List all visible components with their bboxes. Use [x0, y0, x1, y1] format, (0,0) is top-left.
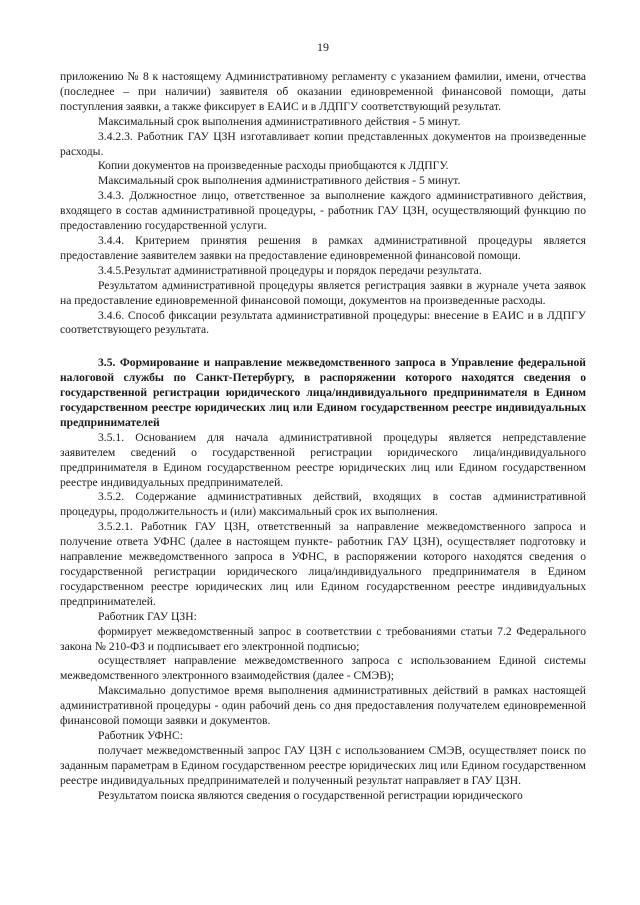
- paragraph: приложению № 8 к настоящему Административному регламенту с указанием фамилии, имени, отчества (последнее – при наличии) заявителя об оказании единовременной финансовой помощи, даты поступления заявки, а также фиксирует в ЕАИС и в ЛДПГУ соответствующий результат.: [60, 70, 586, 113]
- paragraph: 3.4.2.3. Работник ГАУ ЦЗН изготавливает копии представленных документов на произведенные расходы.: [60, 129, 586, 158]
- paragraph: Результатом административной процедуры является регистрация заявки в журнале учета заявок на предоставление единовременной финансовой помощи, документов на произведенные расходы.: [60, 278, 586, 307]
- paragraph: 3.4.5.Результат административной процедуры и порядок передачи результата.: [98, 263, 482, 277]
- paragraph: Максимальный срок выполнения административного действия - 5 минут.: [98, 114, 461, 128]
- section-heading: 3.5. Формирование и направление межведомственного запроса в Управление федеральной налоговой службы по Санкт-Петербургу, в распоряжении которого находятся сведения о государственной регистрации юридического лица/индивидуального предпринимателя в Едином государственном реестре юридических лиц или Едином государственном реестре индивидуальных предпринимателей: [60, 356, 586, 429]
- paragraph: 3.5.2.1. Работник ГАУ ЦЗН, ответственный за направление межведомственного запроса и получение ответа УФНС (далее в настоящем пункте- работник ГАУ ЦЗН), осуществляет подготовку и направление межведомственного запроса в УФНС, в распоряжении которого находятся сведения о государственной регистрации юридического лица/индивидуального предпринимателя в Едином государственном реестре юридических лиц или Едином государственном реестре индивидуальных предпринимателей.: [60, 520, 586, 608]
- paragraph: 3.4.6. Способ фиксации результата административной процедуры: внесение в ЕАИС и в ЛДПГУ соответствующего результата.: [60, 308, 586, 337]
- document-body: [60, 70, 586, 804]
- spacer: [60, 338, 586, 356]
- paragraph: Максимально допустимое время выполнения административных действий в рамках настоящей административной процедуры - один рабочий день со дня предоставления получателем единовременной финансовой помощи заявки и документов.: [60, 684, 586, 728]
- document-page: [60, 0, 586, 905]
- paragraph: 3.4.4. Критерием принятия решения в рамках административной процедуры является предоставление заявителем заявки на предоставление единовременной финансовой помощи.: [60, 233, 586, 262]
- paragraph: Максимальный срок выполнения административного действия - 5 минут.: [98, 174, 461, 188]
- page-number: 19: [317, 40, 329, 54]
- paragraph: 3.5.1. Основанием для начала административной процедуры является непредставление заявителем сведений о государственной регистрации юридического лица/индивидуального предпринимателя в Едином государственном реестре юридических лиц или Едином государственном реестре индивидуальных предпринимателей.: [60, 430, 586, 489]
- paragraph: Работник УФНС:: [98, 728, 183, 742]
- paragraph: 3.5.2. Содержание административных действий, входящих в состав административной процедуры, продолжительность и (или) максимальный срок их выполнения.: [60, 490, 586, 519]
- paragraph: формирует межведомственный запрос в соответствии с требованиями статьи 7.2 Федерального закона № 210-ФЗ и подписывает его электронной подписью;: [60, 624, 586, 653]
- paragraph: Копии документов на произведенные расходы приобщаются к ЛДПГУ.: [98, 159, 449, 173]
- paragraph: Результатом поиска являются сведения о государственной регистрации юридического: [98, 788, 523, 802]
- paragraph: Работник ГАУ ЦЗН:: [98, 609, 197, 623]
- paragraph: получает межведомственный запрос ГАУ ЦЗН с использованием СМЭВ, осуществляет поиск по заданным параметрам в Едином государственном реестре юридических лиц или Едином государственном реестре индивидуальных предпринимателей и полученный результат направляет в ГАУ ЦЗН.: [60, 743, 586, 787]
- paragraph: осуществляет направление межведомственного запроса с использованием Единой системы межведомственного электронного взаимодействия (далее - СМЭВ);: [60, 654, 586, 683]
- paragraph: 3.4.3. Должностное лицо, ответственное за выполнение каждого административного действия, входящего в состав административной процедуры, - работник ГАУ ЦЗН, осуществляющий функцию по предоставлению государственной услуги.: [60, 189, 586, 233]
